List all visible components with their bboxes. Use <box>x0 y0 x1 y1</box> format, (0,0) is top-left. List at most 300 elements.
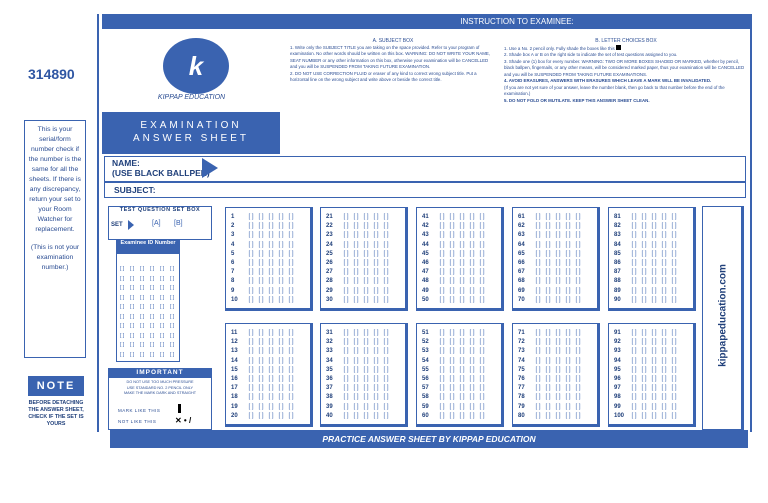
answer-bubble[interactable]: [ ] <box>651 348 657 355</box>
answer-bubble[interactable]: [ ] <box>449 412 455 419</box>
answer-bubble[interactable]: [ ] <box>565 232 571 239</box>
answer-bubble[interactable]: [ ] <box>343 394 349 401</box>
id-bubble[interactable]: [ ] <box>170 294 175 301</box>
answer-bubble[interactable]: [ ] <box>258 394 264 401</box>
answer-bubble[interactable]: [ ] <box>288 287 294 294</box>
answer-bubble[interactable]: [ ] <box>343 385 349 392</box>
answer-bubble[interactable]: [ ] <box>459 241 465 248</box>
answer-bubble[interactable]: [ ] <box>248 357 254 364</box>
answer-bubble[interactable]: [ ] <box>343 223 349 230</box>
answer-bubble[interactable]: [ ] <box>278 287 284 294</box>
answer-bubble[interactable]: [ ] <box>555 214 561 220</box>
answer-bubble[interactable]: [ ] <box>631 330 637 336</box>
answer-bubble[interactable]: [ ] <box>459 412 465 419</box>
answer-bubble[interactable]: [ ] <box>631 232 637 239</box>
answer-bubble[interactable]: [ ] <box>459 260 465 266</box>
answer-bubble[interactable]: [ ] <box>258 330 264 336</box>
answer-bubble[interactable]: [ ] <box>631 223 637 230</box>
answer-bubble[interactable]: [ ] <box>575 232 581 239</box>
answer-bubble[interactable]: [ ] <box>343 348 349 355</box>
answer-bubble[interactable]: [ ] <box>343 269 349 276</box>
answer-bubble[interactable]: [ ] <box>258 339 264 346</box>
answer-bubble[interactable]: [ ] <box>248 232 254 239</box>
answer-bubble[interactable]: [ ] <box>343 260 349 266</box>
answer-bubble[interactable]: [ ] <box>479 250 485 257</box>
answer-bubble[interactable]: [ ] <box>278 376 284 382</box>
answer-bubble[interactable]: [ ] <box>258 385 264 392</box>
answer-bubble[interactable]: [ ] <box>373 296 379 303</box>
answer-bubble[interactable]: [ ] <box>258 357 264 364</box>
answer-bubble[interactable]: [ ] <box>278 348 284 355</box>
answer-bubble[interactable]: [ ] <box>565 394 571 401</box>
answer-bubble[interactable]: [ ] <box>469 403 475 410</box>
answer-bubble[interactable]: [ ] <box>641 260 647 266</box>
answer-bubble[interactable]: [ ] <box>651 232 657 239</box>
answer-bubble[interactable]: [ ] <box>258 250 264 257</box>
id-bubble[interactable]: [ ] <box>120 266 125 272</box>
answer-bubble[interactable]: [ ] <box>439 376 445 382</box>
answer-bubble[interactable]: [ ] <box>449 348 455 355</box>
answer-bubble[interactable]: [ ] <box>671 250 677 257</box>
set-a-bubble[interactable]: [A] <box>152 220 161 227</box>
answer-bubble[interactable]: [ ] <box>373 376 379 382</box>
answer-bubble[interactable]: [ ] <box>535 403 541 410</box>
answer-bubble[interactable]: [ ] <box>479 376 485 382</box>
answer-bubble[interactable]: [ ] <box>545 339 551 346</box>
answer-bubble[interactable]: [ ] <box>383 214 389 220</box>
answer-bubble[interactable]: [ ] <box>479 241 485 248</box>
answer-bubble[interactable]: [ ] <box>545 366 551 373</box>
answer-bubble[interactable]: [ ] <box>555 403 561 410</box>
answer-bubble[interactable]: [ ] <box>631 214 637 220</box>
answer-bubble[interactable]: [ ] <box>671 412 677 419</box>
answer-bubble[interactable]: [ ] <box>373 403 379 410</box>
answer-bubble[interactable]: [ ] <box>469 223 475 230</box>
answer-bubble[interactable]: [ ] <box>363 357 369 364</box>
answer-bubble[interactable]: [ ] <box>248 394 254 401</box>
answer-bubble[interactable]: [ ] <box>479 232 485 239</box>
answer-bubble[interactable]: [ ] <box>288 376 294 382</box>
answer-bubble[interactable]: [ ] <box>671 330 677 336</box>
answer-bubble[interactable]: [ ] <box>469 412 475 419</box>
id-bubble[interactable]: [ ] <box>150 323 155 329</box>
answer-bubble[interactable]: [ ] <box>288 278 294 285</box>
answer-bubble[interactable]: [ ] <box>353 232 359 239</box>
answer-bubble[interactable]: [ ] <box>631 269 637 276</box>
answer-bubble[interactable]: [ ] <box>555 241 561 248</box>
answer-bubble[interactable]: [ ] <box>651 412 657 419</box>
answer-bubble[interactable]: [ ] <box>575 385 581 392</box>
answer-bubble[interactable]: [ ] <box>555 223 561 230</box>
answer-bubble[interactable]: [ ] <box>479 357 485 364</box>
answer-bubble[interactable]: [ ] <box>288 232 294 239</box>
answer-bubble[interactable]: [ ] <box>535 348 541 355</box>
answer-bubble[interactable]: [ ] <box>248 278 254 285</box>
answer-bubble[interactable]: [ ] <box>248 214 254 220</box>
answer-bubble[interactable]: [ ] <box>248 296 254 303</box>
answer-bubble[interactable]: [ ] <box>545 278 551 285</box>
answer-bubble[interactable]: [ ] <box>268 269 274 276</box>
answer-bubble[interactable]: [ ] <box>671 260 677 266</box>
answer-bubble[interactable]: [ ] <box>641 214 647 220</box>
answer-bubble[interactable]: [ ] <box>545 223 551 230</box>
answer-bubble[interactable]: [ ] <box>248 376 254 382</box>
answer-bubble[interactable]: [ ] <box>449 385 455 392</box>
answer-bubble[interactable]: [ ] <box>469 339 475 346</box>
answer-bubble[interactable]: [ ] <box>459 348 465 355</box>
answer-bubble[interactable]: [ ] <box>278 296 284 303</box>
id-bubble[interactable]: [ ] <box>160 323 165 329</box>
answer-bubble[interactable]: [ ] <box>268 241 274 248</box>
answer-bubble[interactable]: [ ] <box>565 403 571 410</box>
answer-bubble[interactable]: [ ] <box>535 394 541 401</box>
answer-bubble[interactable]: [ ] <box>651 223 657 230</box>
answer-bubble[interactable]: [ ] <box>535 296 541 303</box>
answer-bubble[interactable]: [ ] <box>343 287 349 294</box>
answer-bubble[interactable]: [ ] <box>469 241 475 248</box>
id-bubble[interactable]: [ ] <box>120 342 125 348</box>
id-bubble[interactable]: [ ] <box>150 275 155 282</box>
answer-bubble[interactable]: [ ] <box>268 339 274 346</box>
answer-bubble[interactable]: [ ] <box>363 232 369 239</box>
answer-bubble[interactable]: [ ] <box>671 232 677 239</box>
answer-bubble[interactable]: [ ] <box>373 250 379 257</box>
answer-bubble[interactable]: [ ] <box>555 348 561 355</box>
id-bubble[interactable]: [ ] <box>170 313 175 320</box>
answer-bubble[interactable]: [ ] <box>258 223 264 230</box>
answer-bubble[interactable]: [ ] <box>631 385 637 392</box>
answer-bubble[interactable]: [ ] <box>479 412 485 419</box>
answer-bubble[interactable]: [ ] <box>383 366 389 373</box>
answer-bubble[interactable]: [ ] <box>555 385 561 392</box>
answer-bubble[interactable]: [ ] <box>258 366 264 373</box>
answer-bubble[interactable]: [ ] <box>363 330 369 336</box>
answer-bubble[interactable]: [ ] <box>555 232 561 239</box>
answer-bubble[interactable]: [ ] <box>535 232 541 239</box>
answer-bubble[interactable]: [ ] <box>631 348 637 355</box>
answer-bubble[interactable]: [ ] <box>545 348 551 355</box>
answer-bubble[interactable]: [ ] <box>535 330 541 336</box>
answer-bubble[interactable]: [ ] <box>288 330 294 336</box>
answer-bubble[interactable]: [ ] <box>363 403 369 410</box>
answer-bubble[interactable]: [ ] <box>469 278 475 285</box>
answer-bubble[interactable]: [ ] <box>288 403 294 410</box>
answer-bubble[interactable]: [ ] <box>363 376 369 382</box>
answer-bubble[interactable]: [ ] <box>671 403 677 410</box>
answer-bubble[interactable]: [ ] <box>278 232 284 239</box>
answer-bubble[interactable]: [ ] <box>278 357 284 364</box>
answer-bubble[interactable]: [ ] <box>661 357 667 364</box>
answer-bubble[interactable]: [ ] <box>631 403 637 410</box>
answer-bubble[interactable]: [ ] <box>469 296 475 303</box>
answer-bubble[interactable]: [ ] <box>651 214 657 220</box>
id-bubble[interactable]: [ ] <box>160 313 165 320</box>
answer-bubble[interactable]: [ ] <box>353 357 359 364</box>
answer-bubble[interactable]: [ ] <box>631 366 637 373</box>
answer-bubble[interactable]: [ ] <box>439 250 445 257</box>
answer-bubble[interactable]: [ ] <box>565 287 571 294</box>
answer-bubble[interactable]: [ ] <box>459 366 465 373</box>
answer-bubble[interactable]: [ ] <box>459 269 465 276</box>
answer-bubble[interactable]: [ ] <box>258 241 264 248</box>
answer-bubble[interactable]: [ ] <box>469 250 475 257</box>
answer-bubble[interactable]: [ ] <box>383 330 389 336</box>
answer-bubble[interactable]: [ ] <box>651 385 657 392</box>
answer-bubble[interactable]: [ ] <box>661 385 667 392</box>
answer-bubble[interactable]: [ ] <box>535 287 541 294</box>
answer-bubble[interactable]: [ ] <box>651 403 657 410</box>
answer-bubble[interactable]: [ ] <box>661 412 667 419</box>
id-bubble[interactable]: [ ] <box>130 342 135 348</box>
answer-bubble[interactable]: [ ] <box>661 278 667 285</box>
answer-bubble[interactable]: [ ] <box>671 366 677 373</box>
answer-bubble[interactable]: [ ] <box>661 287 667 294</box>
answer-bubble[interactable]: [ ] <box>449 376 455 382</box>
answer-bubble[interactable]: [ ] <box>459 403 465 410</box>
answer-bubble[interactable]: [ ] <box>459 250 465 257</box>
answer-bubble[interactable]: [ ] <box>555 339 561 346</box>
answer-bubble[interactable]: [ ] <box>373 357 379 364</box>
answer-bubble[interactable]: [ ] <box>545 250 551 257</box>
answer-bubble[interactable]: [ ] <box>288 385 294 392</box>
answer-bubble[interactable]: [ ] <box>248 366 254 373</box>
answer-bubble[interactable]: [ ] <box>383 296 389 303</box>
answer-bubble[interactable]: [ ] <box>565 348 571 355</box>
answer-bubble[interactable]: [ ] <box>661 241 667 248</box>
answer-bubble[interactable]: [ ] <box>575 214 581 220</box>
answer-bubble[interactable]: [ ] <box>479 278 485 285</box>
answer-bubble[interactable]: [ ] <box>661 214 667 220</box>
answer-bubble[interactable]: [ ] <box>268 287 274 294</box>
answer-bubble[interactable]: [ ] <box>278 269 284 276</box>
answer-bubble[interactable]: [ ] <box>459 232 465 239</box>
id-bubble[interactable]: [ ] <box>140 323 145 329</box>
answer-bubble[interactable]: [ ] <box>651 366 657 373</box>
answer-bubble[interactable]: [ ] <box>278 250 284 257</box>
answer-bubble[interactable]: [ ] <box>671 214 677 220</box>
answer-bubble[interactable]: [ ] <box>459 385 465 392</box>
answer-bubble[interactable]: [ ] <box>373 366 379 373</box>
answer-bubble[interactable]: [ ] <box>565 366 571 373</box>
answer-bubble[interactable]: [ ] <box>565 296 571 303</box>
answer-bubble[interactable]: [ ] <box>671 339 677 346</box>
id-bubble[interactable]: [ ] <box>150 304 155 310</box>
answer-bubble[interactable]: [ ] <box>661 339 667 346</box>
answer-bubble[interactable]: [ ] <box>651 269 657 276</box>
id-bubble[interactable]: [ ] <box>120 285 125 291</box>
answer-bubble[interactable]: [ ] <box>373 241 379 248</box>
id-bubble[interactable]: [ ] <box>170 332 175 339</box>
answer-bubble[interactable]: [ ] <box>555 269 561 276</box>
answer-bubble[interactable]: [ ] <box>575 339 581 346</box>
answer-bubble[interactable]: [ ] <box>459 376 465 382</box>
answer-bubble[interactable]: [ ] <box>459 287 465 294</box>
answer-bubble[interactable]: [ ] <box>353 330 359 336</box>
answer-bubble[interactable]: [ ] <box>383 394 389 401</box>
answer-bubble[interactable]: [ ] <box>248 339 254 346</box>
id-bubble[interactable]: [ ] <box>170 351 175 358</box>
answer-bubble[interactable]: [ ] <box>278 385 284 392</box>
answer-bubble[interactable]: [ ] <box>278 241 284 248</box>
answer-bubble[interactable]: [ ] <box>565 241 571 248</box>
answer-bubble[interactable]: [ ] <box>383 376 389 382</box>
answer-bubble[interactable]: [ ] <box>575 241 581 248</box>
answer-bubble[interactable]: [ ] <box>575 287 581 294</box>
answer-bubble[interactable]: [ ] <box>353 269 359 276</box>
answer-bubble[interactable]: [ ] <box>373 287 379 294</box>
answer-bubble[interactable]: [ ] <box>459 394 465 401</box>
answer-bubble[interactable]: [ ] <box>343 232 349 239</box>
answer-bubble[interactable]: [ ] <box>651 339 657 346</box>
answer-bubble[interactable]: [ ] <box>641 385 647 392</box>
answer-bubble[interactable]: [ ] <box>439 278 445 285</box>
answer-bubble[interactable]: [ ] <box>641 366 647 373</box>
answer-bubble[interactable]: [ ] <box>555 296 561 303</box>
answer-bubble[interactable]: [ ] <box>363 223 369 230</box>
answer-bubble[interactable]: [ ] <box>631 296 637 303</box>
answer-bubble[interactable]: [ ] <box>545 214 551 220</box>
id-bubble[interactable]: [ ] <box>120 323 125 329</box>
answer-bubble[interactable]: [ ] <box>343 330 349 336</box>
answer-bubble[interactable]: [ ] <box>248 223 254 230</box>
answer-bubble[interactable]: [ ] <box>383 357 389 364</box>
id-bubble[interactable]: [ ] <box>170 304 175 310</box>
id-bubble[interactable]: [ ] <box>130 304 135 310</box>
answer-bubble[interactable]: [ ] <box>439 287 445 294</box>
answer-bubble[interactable]: [ ] <box>439 339 445 346</box>
answer-bubble[interactable]: [ ] <box>363 250 369 257</box>
answer-bubble[interactable]: [ ] <box>565 214 571 220</box>
answer-bubble[interactable]: [ ] <box>268 214 274 220</box>
answer-bubble[interactable]: [ ] <box>449 241 455 248</box>
answer-bubble[interactable]: [ ] <box>469 348 475 355</box>
answer-bubble[interactable]: [ ] <box>641 287 647 294</box>
answer-bubble[interactable]: [ ] <box>641 278 647 285</box>
answer-bubble[interactable]: [ ] <box>373 385 379 392</box>
answer-bubble[interactable]: [ ] <box>535 260 541 266</box>
answer-bubble[interactable]: [ ] <box>641 394 647 401</box>
id-bubble[interactable]: [ ] <box>120 332 125 339</box>
id-bubble[interactable]: [ ] <box>170 285 175 291</box>
answer-bubble[interactable]: [ ] <box>545 260 551 266</box>
answer-bubble[interactable]: [ ] <box>353 412 359 419</box>
answer-bubble[interactable]: [ ] <box>631 260 637 266</box>
id-bubble[interactable]: [ ] <box>130 266 135 272</box>
answer-bubble[interactable]: [ ] <box>268 250 274 257</box>
answer-bubble[interactable]: [ ] <box>469 214 475 220</box>
answer-bubble[interactable]: [ ] <box>439 403 445 410</box>
answer-bubble[interactable]: [ ] <box>661 296 667 303</box>
answer-bubble[interactable]: [ ] <box>565 278 571 285</box>
answer-bubble[interactable]: [ ] <box>545 232 551 239</box>
answer-bubble[interactable]: [ ] <box>545 385 551 392</box>
answer-bubble[interactable]: [ ] <box>439 394 445 401</box>
answer-bubble[interactable]: [ ] <box>545 357 551 364</box>
answer-bubble[interactable]: [ ] <box>565 376 571 382</box>
answer-bubble[interactable]: [ ] <box>363 339 369 346</box>
answer-bubble[interactable]: [ ] <box>449 296 455 303</box>
answer-bubble[interactable]: [ ] <box>479 403 485 410</box>
answer-bubble[interactable]: [ ] <box>555 357 561 364</box>
answer-bubble[interactable]: [ ] <box>258 403 264 410</box>
answer-bubble[interactable]: [ ] <box>288 269 294 276</box>
id-bubble[interactable]: [ ] <box>140 266 145 272</box>
answer-bubble[interactable]: [ ] <box>248 348 254 355</box>
answer-bubble[interactable]: [ ] <box>651 287 657 294</box>
answer-bubble[interactable]: [ ] <box>353 278 359 285</box>
answer-bubble[interactable]: [ ] <box>631 241 637 248</box>
answer-bubble[interactable]: [ ] <box>278 394 284 401</box>
id-bubble[interactable]: [ ] <box>150 342 155 348</box>
answer-bubble[interactable]: [ ] <box>363 385 369 392</box>
answer-bubble[interactable]: [ ] <box>268 260 274 266</box>
answer-bubble[interactable]: [ ] <box>278 403 284 410</box>
answer-bubble[interactable]: [ ] <box>661 348 667 355</box>
answer-bubble[interactable]: [ ] <box>651 357 657 364</box>
answer-bubble[interactable]: [ ] <box>575 357 581 364</box>
answer-bubble[interactable]: [ ] <box>661 366 667 373</box>
id-bubble[interactable]: [ ] <box>120 313 125 320</box>
answer-bubble[interactable]: [ ] <box>479 339 485 346</box>
answer-bubble[interactable]: [ ] <box>288 412 294 419</box>
answer-bubble[interactable]: [ ] <box>565 250 571 257</box>
answer-bubble[interactable]: [ ] <box>469 376 475 382</box>
answer-bubble[interactable]: [ ] <box>661 269 667 276</box>
answer-bubble[interactable]: [ ] <box>641 250 647 257</box>
answer-bubble[interactable]: [ ] <box>575 376 581 382</box>
answer-bubble[interactable]: [ ] <box>268 394 274 401</box>
id-bubble[interactable]: [ ] <box>160 294 165 301</box>
answer-bubble[interactable]: [ ] <box>479 260 485 266</box>
answer-bubble[interactable]: [ ] <box>383 241 389 248</box>
answer-bubble[interactable]: [ ] <box>449 403 455 410</box>
answer-bubble[interactable]: [ ] <box>439 260 445 266</box>
answer-bubble[interactable]: [ ] <box>268 278 274 285</box>
answer-bubble[interactable]: [ ] <box>631 357 637 364</box>
id-bubble[interactable]: [ ] <box>160 285 165 291</box>
answer-bubble[interactable]: [ ] <box>661 223 667 230</box>
answer-bubble[interactable]: [ ] <box>373 348 379 355</box>
answer-bubble[interactable]: [ ] <box>288 296 294 303</box>
answer-bubble[interactable]: [ ] <box>278 260 284 266</box>
answer-bubble[interactable]: [ ] <box>248 269 254 276</box>
answer-bubble[interactable]: [ ] <box>575 412 581 419</box>
answer-bubble[interactable]: [ ] <box>535 250 541 257</box>
answer-bubble[interactable]: [ ] <box>278 339 284 346</box>
answer-bubble[interactable]: [ ] <box>555 250 561 257</box>
answer-bubble[interactable]: [ ] <box>288 260 294 266</box>
answer-bubble[interactable]: [ ] <box>449 269 455 276</box>
id-bubble[interactable]: [ ] <box>160 351 165 358</box>
answer-bubble[interactable]: [ ] <box>469 232 475 239</box>
answer-bubble[interactable]: [ ] <box>651 278 657 285</box>
answer-bubble[interactable]: [ ] <box>651 330 657 336</box>
answer-bubble[interactable]: [ ] <box>535 366 541 373</box>
answer-bubble[interactable]: [ ] <box>353 296 359 303</box>
answer-bubble[interactable]: [ ] <box>651 260 657 266</box>
subject-field[interactable] <box>104 182 746 198</box>
answer-bubble[interactable]: [ ] <box>268 357 274 364</box>
answer-bubble[interactable]: [ ] <box>373 394 379 401</box>
answer-bubble[interactable]: [ ] <box>671 278 677 285</box>
answer-bubble[interactable]: [ ] <box>661 260 667 266</box>
answer-bubble[interactable]: [ ] <box>565 223 571 230</box>
id-bubble[interactable]: [ ] <box>160 332 165 339</box>
answer-bubble[interactable]: [ ] <box>641 357 647 364</box>
answer-bubble[interactable]: [ ] <box>641 296 647 303</box>
answer-bubble[interactable]: [ ] <box>479 348 485 355</box>
answer-bubble[interactable]: [ ] <box>353 241 359 248</box>
